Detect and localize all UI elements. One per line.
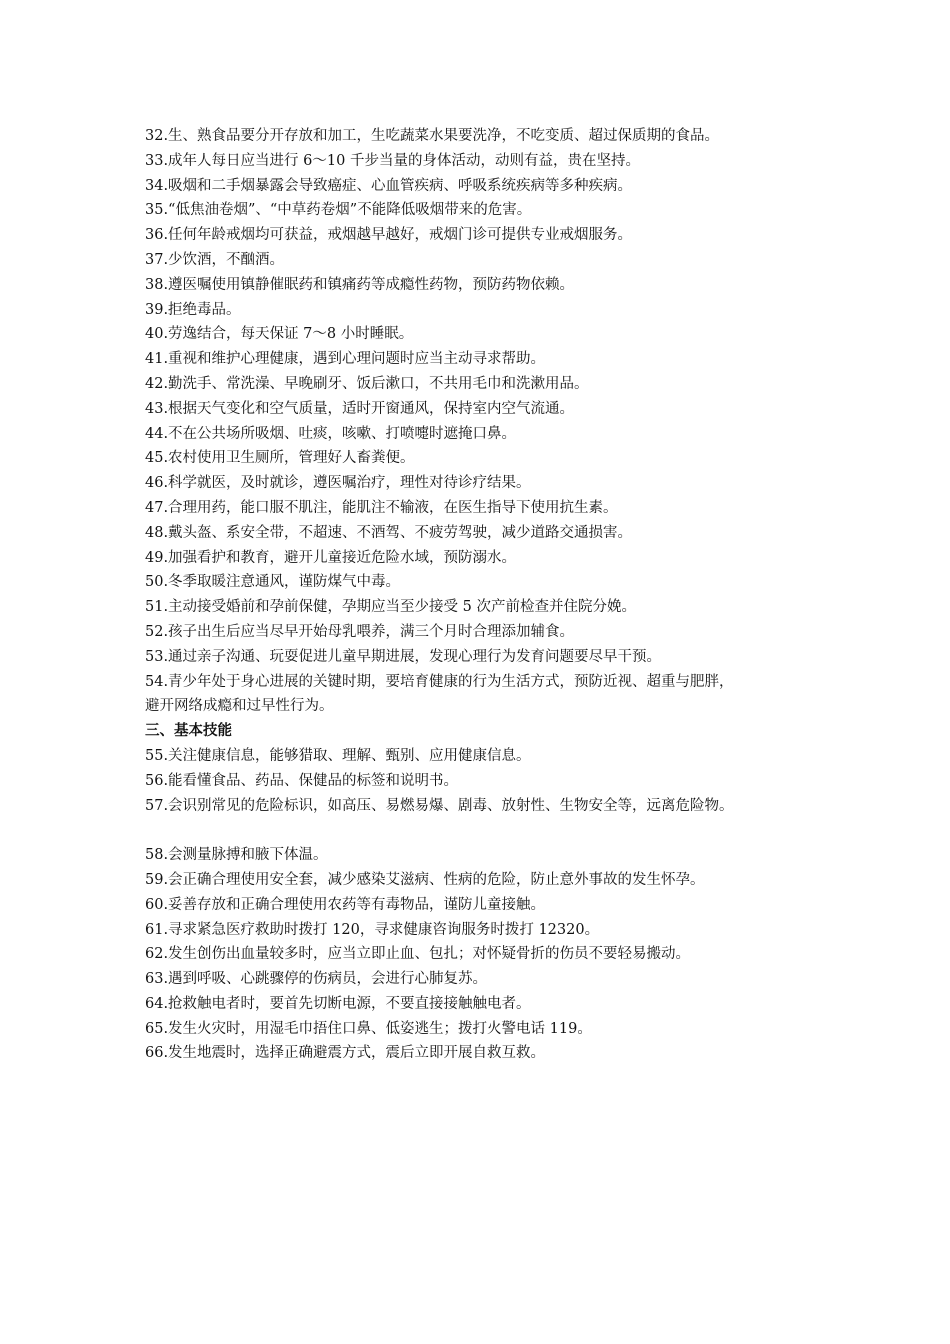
list-item: 66.发生地震时，选择正确避震方式，震后立即开展自救互救。 <box>145 1045 546 1062</box>
list-item: 48.戴头盔、系安全带，不超速、不酒驾、不疲劳驾驶，减少道路交通损害。 <box>145 524 633 541</box>
health-items-list-a <box>145 124 825 670</box>
list-item: 51.主动接受婚前和孕前保健，孕期应当至少接受 5 次产前检查并住院分娩。 <box>145 599 637 616</box>
list-item: 35.“低焦油卷烟”、“中草药卷烟”不能降低吸烟带来的危害。 <box>145 202 532 219</box>
list-item: 45.农村使用卫生厕所，管理好人畜粪便。 <box>145 450 415 467</box>
list-item: 60.妥善存放和正确合理使用农药等有毒物品，谨防儿童接触。 <box>145 896 546 913</box>
list-item: 33.成年人每日应当进行 6～10 千步当量的身体活动，动则有益，贵在坚持。 <box>145 152 640 169</box>
list-item: 55.关注健康信息，能够猎取、理解、甄别、应用健康信息。 <box>145 747 531 764</box>
list-item: 40.劳逸结合，每天保证 7～8 小时睡眠。 <box>145 326 414 343</box>
list-item: 36.任何年龄戒烟均可获益，戒烟越早越好，戒烟门诊可提供专业戒烟服务。 <box>145 227 633 244</box>
list-item: 61.寻求紧急医疗救助时拨打 120，寻求健康咨询服务时拨打 12320。 <box>145 921 600 938</box>
list-item: 64.抢救触电者时，要首先切断电源，不要直接接触触电者。 <box>145 995 531 1012</box>
skills-list-a <box>145 744 825 818</box>
list-item: 32.生、熟食品要分开存放和加工，生吃蔬菜水果要洗净，不吃变质、超过保质期的食品。 <box>145 128 720 144</box>
section-heading: 三、基本技能 <box>145 723 232 740</box>
list-item: 53.通过亲子沟通、玩耍促进儿童早期进展，发现心理行为发育问题要尽早干预。 <box>145 648 662 665</box>
list-item: 43.根据天气变化和空气质量，适时开窗通风，保持室内空气流通。 <box>145 400 575 417</box>
list-item: 46.科学就医，及时就诊，遵医嘱治疗，理性对待诊疗结果。 <box>145 475 531 492</box>
blank-line <box>145 818 825 843</box>
list-item: 52.孩子出生后应当尽早开始母乳喂养，满三个月时合理添加辅食。 <box>145 623 575 640</box>
list-item: 56.能看懂食品、药品、保健品的标签和说明书。 <box>145 772 459 789</box>
list-item: 49.加强看护和教育，避开儿童接近危险水域，预防溺水。 <box>145 549 517 566</box>
list-item: 57.会识别常见的危险标识，如高压、易燃易爆、剧毒、放射性、生物安全等，远离危险物。 <box>145 797 734 814</box>
list-item: 47.合理用药，能口服不肌注，能肌注不输液，在医生指导下使用抗生素。 <box>145 499 618 516</box>
list-item: 37.少饮酒，不酗酒。 <box>145 251 285 268</box>
list-item: 44.不在公共场所吸烟、吐痰，咳嗽、打喷嚏时遮掩口鼻。 <box>145 425 517 442</box>
document-body <box>145 124 825 1066</box>
item-54-line-2: 避开网络成瘾和过早性行为。 <box>145 698 334 715</box>
list-item: 41.重视和维护心理健康，遇到心理问题时应当主动寻求帮助。 <box>145 351 546 368</box>
list-item: 50.冬季取暖注意通风，谨防煤气中毒。 <box>145 574 401 591</box>
list-item: 65.发生火灾时，用湿毛巾捂住口鼻、低姿逃生；拨打火警电话 119。 <box>145 1020 592 1037</box>
list-item: 38.遵医嘱使用镇静催眠药和镇痛药等成瘾性药物，预防药物依赖。 <box>145 276 575 293</box>
list-item: 59.会正确合理使用安全套，减少感染艾滋病、性病的危险，防止意外事故的发生怀孕。 <box>145 871 705 888</box>
item-54-line-1: 54.青少年处于身心进展的关键时期，要培育健康的行为生活方式，预防近视、超重与肥胖， <box>145 673 734 690</box>
skills-list-b <box>145 843 825 1066</box>
list-item: 34.吸烟和二手烟暴露会导致癌症、心血管疾病、呼吸系统疾病等多种疾病。 <box>145 177 633 194</box>
list-item: 42.勤洗手、常洗澡、早晚刷牙、饭后漱口，不共用毛巾和洗漱用品。 <box>145 375 589 392</box>
list-item: 63.遇到呼吸、心跳骤停的伤病员，会进行心肺复苏。 <box>145 971 488 988</box>
list-item: 39.拒绝毒品。 <box>145 301 241 318</box>
list-item: 62.发生创伤出血量较多时，应当立即止血、包扎；对怀疑骨折的伤员不要轻易搬动。 <box>145 946 691 963</box>
list-item: 58.会测量脉搏和腋下体温。 <box>145 847 328 864</box>
